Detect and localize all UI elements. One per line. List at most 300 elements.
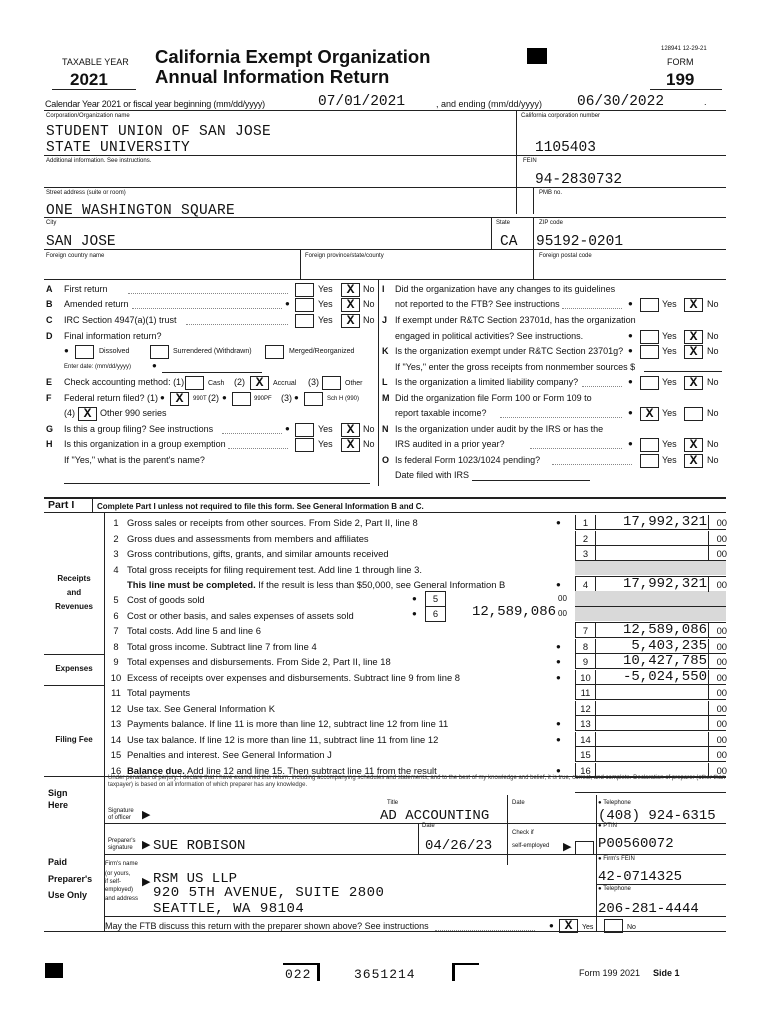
q-n-bullet: ●: [628, 439, 633, 448]
q-j-text1: If exempt under R&TC Section 23701d, has the organization: [395, 315, 636, 325]
prep-sig-label1: Preparer's: [108, 838, 136, 844]
q-f-text: Federal return filed? (1): [64, 393, 159, 403]
line-number-box: 9: [575, 654, 596, 668]
org-name-line1[interactable]: STUDENT UNION OF SAN JOSE: [46, 124, 272, 140]
line-number-box: 7: [575, 623, 596, 637]
prep-date[interactable]: 04/26/23: [425, 838, 493, 854]
q-l-bullet: ●: [628, 377, 633, 386]
line-number: 15: [110, 749, 122, 760]
q-m-yes-box[interactable]: X: [640, 407, 659, 421]
q-e-3: (3): [308, 377, 319, 387]
q-f-letter: F: [46, 393, 52, 403]
q-a-no-label: No: [363, 284, 375, 294]
row-rule: [575, 529, 726, 530]
part1-line-7: [0, 623, 770, 638]
q-o-text1: Is federal Form 1023/1024 pending?: [395, 455, 541, 465]
row-rule: [575, 730, 726, 731]
ptin[interactable]: P00560072: [598, 836, 674, 852]
part1-line-8: [0, 639, 770, 654]
line-cents: 00: [708, 623, 727, 638]
q-n-letter: N: [382, 424, 389, 434]
line-description: Gross sales or receipts from other sources. From Side 2, Part II, line 8: [127, 517, 418, 528]
line-number: 16: [110, 765, 122, 776]
q-l-yes-box[interactable]: [640, 376, 659, 390]
line-number-box: 13: [575, 716, 596, 730]
paid-heading2: Preparer's: [48, 874, 93, 884]
sign-phone-label-text: Telephone: [603, 800, 631, 806]
q-j-bullet: ●: [628, 331, 633, 340]
q-n-text2: IRS audited in a prior year?: [395, 439, 505, 449]
q-a-no-box[interactable]: X: [341, 283, 360, 297]
q-n-no-box[interactable]: X: [684, 438, 703, 452]
q-f-990pf-box[interactable]: [232, 392, 251, 406]
footer-code1: 022: [285, 967, 312, 982]
line4-rest: If the result is less than $50,000, see General Information B: [258, 579, 506, 590]
part1-line-13: [0, 716, 770, 731]
firm-label4: employed): [105, 887, 134, 893]
row-rule: [575, 653, 726, 654]
q-b-text: Amended return: [64, 299, 129, 309]
line-number: 4: [113, 564, 119, 575]
line-description: Total costs. Add line 5 and line 6: [127, 625, 261, 636]
q-f-other990-box[interactable]: X: [78, 407, 97, 421]
q-f-bullet3: ●: [294, 393, 299, 402]
line-number-box: 12: [575, 701, 596, 715]
q-c-yes-label: Yes: [318, 315, 333, 325]
row-rule: [575, 761, 726, 762]
section-receipts-2: and: [66, 588, 82, 597]
q-d-date-bullet: ●: [152, 361, 157, 370]
q-i-yes-box[interactable]: [640, 298, 659, 312]
line-cents: 00: [708, 732, 727, 747]
officer-sig-label2: of officer: [108, 815, 131, 821]
q-o-text2: Date filed with IRS: [395, 470, 470, 480]
q-m-text1: Did the organization file Form 100 or Form 109 to: [395, 393, 592, 403]
city-label: City: [46, 220, 57, 226]
addl-info-label: Additional information. See instructions.: [46, 158, 152, 164]
period-begin[interactable]: 07/01/2021: [318, 94, 406, 110]
officer-sig-label1: Signature: [108, 808, 134, 814]
line-cents: 00: [708, 670, 727, 685]
q-m-bullet: ●: [628, 408, 633, 417]
line-bullet: ●: [556, 580, 561, 589]
line6-amount[interactable]: 12,589,086: [471, 604, 556, 620]
q-k-yes-label: Yes: [662, 346, 677, 356]
line-bullet: ●: [556, 766, 561, 775]
q-h-text: Is this organization in a group exemption: [64, 439, 226, 449]
line-amount[interactable]: 17,992,321: [622, 576, 707, 592]
q-h-yes-box[interactable]: [295, 438, 314, 452]
q-g-bullet: ●: [285, 424, 290, 433]
q-k-no-label: No: [707, 346, 719, 356]
street-address[interactable]: ONE WASHINGTON SQUARE: [46, 203, 236, 219]
q-j-no-box[interactable]: X: [684, 330, 703, 344]
org-name-line2[interactable]: STATE UNIVERSITY: [46, 140, 191, 156]
part1-line-3: [0, 546, 770, 561]
self-employed-box[interactable]: [575, 841, 594, 855]
line-description: Excess of receipts over expenses and disbursements. Subtract line 9 from line 8: [127, 672, 460, 683]
q-e-accrual-label: Accrual: [273, 380, 297, 387]
line-description: Penalties and interest. See General Information J: [127, 749, 332, 760]
preparer-name[interactable]: SUE ROBISON: [153, 838, 246, 854]
line-number-box: 1: [575, 515, 596, 529]
row-rule: [575, 746, 726, 747]
q-b-no-label: No: [363, 299, 375, 309]
line-bullet: ●: [556, 735, 561, 744]
firm-fein[interactable]: 42-0714325: [598, 869, 683, 885]
line-amount[interactable]: 17,992,321: [622, 514, 707, 530]
title-label: Title: [387, 800, 399, 806]
line-number: 9: [113, 656, 119, 667]
row-rule: [575, 560, 726, 561]
state[interactable]: CA: [500, 234, 518, 250]
line-cents: 00: [708, 747, 727, 762]
section-receipts-3: Revenues: [55, 602, 93, 611]
line-number: 14: [110, 734, 122, 745]
line-description: [127, 562, 422, 577]
q-e-letter: E: [46, 377, 53, 387]
firm-fein-label: ● Firm's FEIN: [598, 856, 635, 862]
q-d-dissolved-box[interactable]: [75, 345, 94, 359]
part1-line-4-cont: [0, 577, 770, 592]
q-d-text: Final information return?: [64, 331, 162, 341]
line4-text: Total gross receipts for filing requirement test. Add line 1 through line 3.: [127, 564, 422, 575]
section-expenses: Expenses: [55, 664, 93, 673]
section-filing-fee: Filing Fee: [55, 735, 93, 744]
part1-line-2: [0, 531, 770, 546]
line-amount[interactable]: 5,403,235: [631, 638, 707, 654]
q-o-yes-label: Yes: [662, 455, 677, 465]
discuss-question: May the FTB discuss this return with the preparer shown above? See instructions: [105, 921, 429, 931]
q-e-cash-label: Cash: [208, 380, 225, 387]
discuss-yes-box[interactable]: X: [559, 919, 578, 933]
q-i-no-box[interactable]: X: [684, 298, 703, 312]
line-number: 1: [113, 517, 119, 528]
q-m-letter: M: [382, 393, 390, 403]
q-n-yes-box[interactable]: [640, 438, 659, 452]
check-if-label: Check if: [512, 830, 534, 836]
sign-phone-label: ● Telephone: [598, 800, 631, 806]
line-cents: 00: [708, 654, 727, 669]
firm-label5: and address: [105, 896, 139, 902]
line-cents: 00: [708, 701, 727, 716]
line-number: 7: [113, 625, 119, 636]
q-a-yes-box[interactable]: [295, 283, 314, 297]
part1-line-5: [0, 592, 770, 607]
firm-label1: Firm's name: [105, 861, 138, 867]
row-rule: [575, 576, 726, 577]
q-c-text: IRC Section 4947(a)(1) trust: [64, 315, 177, 325]
q-d-date-label: Enter date: (mm/dd/yyyy): [64, 364, 132, 370]
part1-label: Part I: [48, 499, 75, 511]
form-code: 128941 12-29-21: [661, 46, 707, 52]
line-cents: 00: [708, 577, 727, 592]
q-k-letter: K: [382, 346, 389, 356]
firm-arrow-icon: ▶: [142, 876, 151, 888]
part1-line-9: [0, 654, 770, 669]
period-end-punct: .: [704, 97, 707, 107]
line-number-box: 14: [575, 732, 596, 746]
q-b-letter: B: [46, 299, 53, 309]
firm-address2[interactable]: SEATTLE, WA 98104: [153, 901, 305, 917]
line-description: Gross contributions, gifts, grants, and similar amounts received: [127, 548, 389, 559]
q-h-yes-label: Yes: [318, 439, 333, 449]
q-b-bullet: ●: [285, 299, 290, 308]
footer-side: Side 1: [653, 968, 680, 978]
line-number-box: 4: [575, 577, 596, 591]
footer-code2: 3651214: [354, 967, 416, 982]
sign-heading1: Sign: [48, 788, 68, 798]
q-i-no-label: No: [707, 299, 719, 309]
line-number-box: 3: [575, 546, 596, 560]
q-g-yes-box[interactable]: [295, 423, 314, 437]
q-c-yes-box[interactable]: [295, 314, 314, 328]
form-title-line1: California Exempt Organization: [155, 46, 431, 67]
line-number: 2: [113, 533, 119, 544]
row-rule: [575, 668, 726, 669]
q-e-accrual-box[interactable]: X: [250, 376, 269, 390]
foreign-country-label: Foreign country name: [46, 253, 105, 259]
q-f-4: (4): [64, 408, 75, 418]
q-l-no-box[interactable]: X: [684, 376, 703, 390]
q-j-yes-box[interactable]: [640, 330, 659, 344]
q-b-yes-box[interactable]: [295, 298, 314, 312]
fein-label: FEIN: [523, 158, 537, 164]
line-number-box: 10: [575, 670, 596, 684]
line-description: Total gross income. Subtract line 7 from line 4: [127, 641, 317, 652]
period-ending-label: , and ending (mm/dd/yyyy): [436, 99, 543, 109]
q-m-no-label: No: [707, 408, 719, 418]
q-i-text1: Did the organization have any changes to its guidelines: [395, 284, 616, 294]
line4-bold: This line must be completed.: [127, 579, 256, 590]
line5-bullet: ●: [412, 594, 417, 603]
foreign-province-label: Foreign province/state/county: [305, 253, 384, 259]
form-title-line2: Annual Information Return: [155, 66, 390, 87]
q-g-text: Is this a group filing? See instructions: [64, 424, 214, 434]
q-d-bullet: ●: [64, 346, 69, 355]
line5-inner-num: 5: [425, 591, 446, 607]
q-o-no-box[interactable]: X: [684, 454, 703, 468]
q-e-text: Check accounting method: (1): [64, 377, 185, 387]
q-a-text: First return: [64, 284, 108, 294]
self-employed-label: self-employed: [512, 843, 550, 849]
q-i-bullet: ●: [628, 299, 633, 308]
q-c-no-box[interactable]: X: [341, 314, 360, 328]
q-d-dissolved-label: Dissolved: [99, 348, 130, 355]
corp-number-label: California corporation number: [521, 113, 601, 119]
q-f-990t-box[interactable]: X: [170, 392, 189, 406]
q-d-surrendered-box[interactable]: [150, 345, 169, 359]
prep-sig-arrow-icon: ▶: [142, 839, 151, 851]
q-f-schh-box[interactable]: [304, 392, 323, 406]
q-j-text2: engaged in political activities? See instructions.: [395, 331, 584, 341]
line6-bullet: ●: [412, 609, 417, 618]
sign-date-label: Date: [512, 800, 525, 806]
q-i-letter: I: [382, 284, 385, 294]
part1-instruction: Complete Part I unless not required to file this form. See General Information B and C.: [97, 502, 424, 511]
line-cents: 00: [708, 515, 727, 530]
line-number: 12: [110, 703, 122, 714]
taxable-year-label: TAXABLE YEAR: [62, 57, 129, 67]
q-d-merged-box[interactable]: [265, 345, 284, 359]
line-bullet: ●: [556, 657, 561, 666]
q-f-other990-label: Other 990 series: [100, 408, 167, 418]
part1-line-12: [0, 701, 770, 716]
q-m-yes-label: Yes: [662, 408, 677, 418]
firm-phone-label: ● Telephone: [598, 886, 631, 892]
footer-bracket-right: [452, 963, 479, 981]
q-f-bullet2: ●: [222, 393, 227, 402]
line-number-box: 15: [575, 747, 596, 761]
q-h-letter: H: [46, 439, 53, 449]
line-number: 3: [113, 548, 119, 559]
q-g-letter: G: [46, 424, 54, 434]
q-e-other-box[interactable]: [322, 376, 341, 390]
prep-sig-label2: signature: [108, 845, 133, 851]
period-label: Calendar Year 2021 or fiscal year beginning (mm/dd/yyyy): [45, 99, 265, 109]
firm-label2: (or yours,: [105, 871, 131, 877]
q-l-yes-label: Yes: [662, 377, 677, 387]
corp-number[interactable]: 1105403: [535, 140, 596, 156]
q-k-text2: If "Yes," enter the gross receipts from nonmember sources $: [395, 362, 636, 372]
part1-line-1: [0, 515, 770, 530]
q-f-schh-label: Sch H (990): [327, 396, 360, 402]
q-i-text2: not reported to the FTB? See instructions: [395, 299, 560, 309]
q-c-letter: C: [46, 315, 53, 325]
q-e-other-label: Other: [345, 380, 363, 387]
street-label: Street address (suite or room): [46, 190, 126, 196]
q-a-letter: A: [46, 284, 53, 294]
footer-form-label: Form 199 2021: [579, 968, 641, 978]
line-number: 6: [113, 610, 119, 621]
discuss-no-label: No: [627, 924, 636, 931]
line-cents: 00: [708, 531, 727, 546]
line-number-box: 2: [575, 531, 596, 545]
q-o-yes-box[interactable]: [640, 454, 659, 468]
zip-code[interactable]: 95192-0201: [536, 234, 624, 250]
q-l-text: Is the organization a limited liability company?: [395, 377, 579, 387]
q-a-yes-label: Yes: [318, 284, 333, 294]
q-m-no-box[interactable]: [684, 407, 703, 421]
part1-line-14: [0, 732, 770, 747]
line-bullet: ●: [556, 719, 561, 728]
officer-phone[interactable]: (408) 924-6315: [598, 808, 716, 824]
firm-name[interactable]: RSM US LLP: [153, 871, 238, 887]
q-f-bullet1: ●: [160, 393, 165, 402]
line-number: 10: [110, 672, 122, 683]
line-description: Use tax. See General Information K: [127, 703, 275, 714]
firm-phone-label-text: Telephone: [603, 886, 631, 892]
q-b-no-box[interactable]: X: [341, 298, 360, 312]
q-f-2: (2): [208, 393, 219, 403]
q-e-cash-box[interactable]: [185, 376, 204, 390]
line-amount[interactable]: -5,024,550: [622, 669, 707, 685]
q-g-no-box[interactable]: X: [341, 423, 360, 437]
firm-phone[interactable]: 206-281-4444: [598, 901, 699, 917]
row-rule: [575, 606, 726, 607]
q-l-no-label: No: [707, 377, 719, 387]
line6-cents: 00: [558, 609, 567, 618]
self-employed-arrow-icon: ▶: [563, 841, 572, 853]
fein[interactable]: 94-2830732: [535, 172, 623, 188]
q-k-no-box[interactable]: X: [684, 345, 703, 359]
line-description: Payments balance. If line 11 is more than line 12, subtract line 12 from line 11: [127, 718, 449, 729]
foreign-postal-label: Foreign postal code: [539, 253, 592, 259]
line-amount[interactable]: 12,589,086: [622, 622, 707, 638]
discuss-yes-label: Yes: [582, 924, 594, 931]
q-e-2: (2): [234, 377, 245, 387]
q-c-no-label: No: [363, 315, 375, 325]
line16-bold: Balance due.: [127, 765, 185, 776]
part1-line-11: [0, 685, 770, 700]
q-f-990t-label: 990T: [193, 396, 207, 402]
line-amount[interactable]: 10,427,785: [622, 653, 707, 669]
q-n-yes-label: Yes: [662, 439, 677, 449]
city[interactable]: SAN JOSE: [46, 234, 116, 250]
line-cents: 00: [708, 685, 727, 700]
q-o-letter: O: [382, 455, 390, 465]
sign-heading2: Here: [48, 800, 69, 810]
line-number: 13: [110, 718, 122, 729]
line-number: 11: [111, 687, 121, 698]
q-j-yes-label: Yes: [662, 331, 677, 341]
q-h-no-box[interactable]: X: [341, 438, 360, 452]
q-f-3: (3): [281, 393, 292, 403]
paid-heading3: Use Only: [48, 890, 88, 900]
officer-sig-arrow-icon: ▶: [142, 809, 151, 821]
row-rule: [575, 637, 726, 638]
line-description: Use tax balance. If line 12 is more than line 11, subtract line 11 from line 12: [127, 734, 439, 745]
q-h-parent-label: If "Yes," what is the parent's name?: [64, 455, 205, 465]
q-b-yes-label: Yes: [318, 299, 333, 309]
q-o-no-label: No: [707, 455, 719, 465]
q-n-text1: Is the organization under audit by the IRS or has the: [395, 424, 604, 434]
footer-scan-mark: [45, 963, 63, 978]
row-rule: [575, 715, 726, 716]
paid-heading1: Paid: [48, 857, 68, 867]
discuss-bullet: ●: [549, 921, 554, 930]
line-description: Cost of goods sold: [127, 594, 205, 605]
zip-label: ZIP code: [539, 220, 563, 226]
line-bullet: ●: [556, 518, 561, 527]
firm-address1[interactable]: 920 5TH AVENUE, SUITE 2800: [153, 885, 385, 901]
line-number-box: 11: [575, 685, 596, 699]
row-rule: [575, 684, 726, 685]
part1-line-6: [0, 608, 770, 623]
q-f-990pf-label: 990PF: [254, 396, 272, 402]
q-g-no-label: No: [363, 424, 375, 434]
ptin-label: ● PTIN: [598, 823, 617, 829]
q-k-text1: Is the organization exempt under R&TC Section 23701g?: [395, 346, 624, 356]
line-number: 5: [113, 594, 119, 605]
row-rule: [575, 792, 726, 793]
q-g-yes-label: Yes: [318, 424, 333, 434]
period-end[interactable]: 06/30/2022: [577, 94, 665, 110]
officer-title[interactable]: AD ACCOUNTING: [380, 808, 490, 824]
line16-text: Add line 12 and line 15. Then subtract line 11 from the result: [186, 765, 437, 776]
line5-cents: 00: [558, 594, 567, 603]
perjury-declaration: Under penalties of perjury, I declare that I have examined this return, including accompanying schedules and statements, and to the best of my knowledge and belief, it is true, correct, and complete. Declaration of preparer (other than taxpayer) is based on all information of which preparer has any knowledge.: [108, 775, 726, 788]
q-d-merged-label: Merged/Reorganized: [289, 348, 355, 355]
q-h-no-label: No: [363, 439, 375, 449]
q-j-no-label: No: [707, 331, 719, 341]
scan-mark: [527, 48, 547, 64]
row-rule: [575, 622, 726, 623]
pmb-label: PMB no.: [539, 190, 563, 196]
part1-line-10: [0, 670, 770, 685]
q-k-yes-box[interactable]: [640, 345, 659, 359]
firm-label3: if self-: [105, 879, 122, 885]
